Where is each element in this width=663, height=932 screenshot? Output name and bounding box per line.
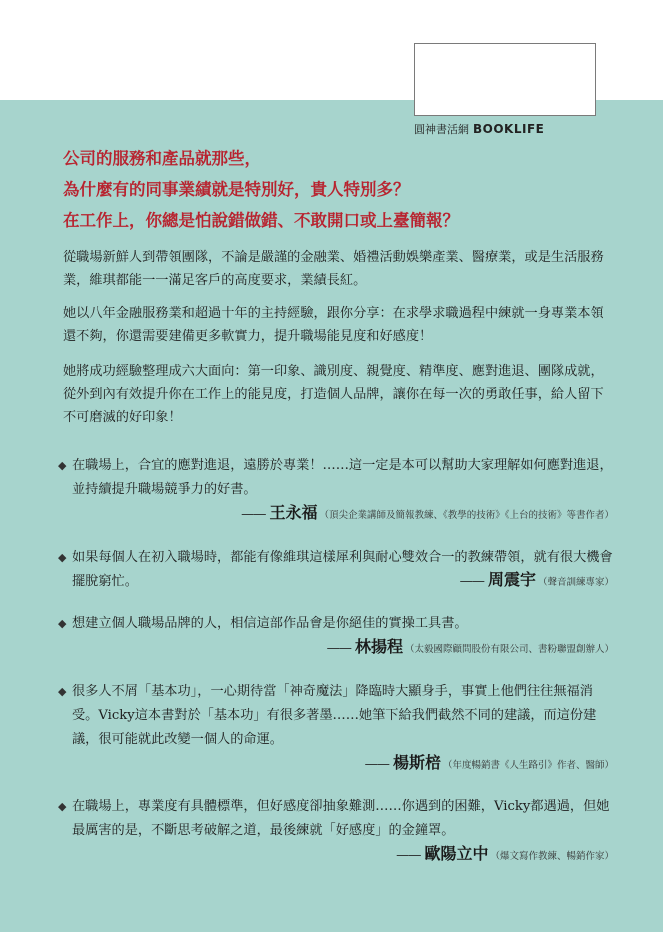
testimonial-text: 在職場上，合宜的應對進退，遠勝於專業！……這一定是本可以幫助大家理解如何應對進退，並持續提升職場競爭力的好書。 — [72, 458, 613, 497]
testimonial-text: 在職場上，專業度有具體標準，但好感度卻抽象難測……你遇到的困難，Vicky都遇過，但她最厲害的是，不斷思考破解之道，最後練就「好感度」的金鐘罩。 — [72, 799, 610, 838]
diamond-bullet-icon: ◆ — [58, 617, 67, 630]
author-dash: —— — [396, 848, 421, 863]
diamond-bullet-icon: ◆ — [58, 551, 67, 564]
intro-paragraph-3: 她將成功經驗整理成六大面向：第一印象、識別度、親覺度、精準度、應對進退、團隊成就，從外到內有效提升你在工作上的能見度，打造個人品牌，讓你在每一次的勇敢任事，給人留下不可磨滅的好印象！ — [63, 364, 604, 425]
testimonial-text-block — [58, 454, 614, 502]
author-dash: —— — [326, 641, 351, 656]
author-name: 歐陽立中 — [424, 844, 489, 863]
diamond-bullet-icon: ◆ — [58, 685, 67, 698]
author-dash: —— — [459, 574, 484, 589]
author-dash: —— — [241, 507, 266, 522]
testimonial — [58, 795, 614, 868]
testimonial-text-block — [58, 795, 614, 843]
testimonial-text: 想建立個人職場品牌的人，相信這部作品會是你絕佳的實操工具書。 — [72, 616, 468, 631]
testimonial — [58, 680, 614, 777]
testimonial-author — [58, 752, 614, 777]
testimonial-text: 很多人不屑「基本功」，一心期待當「神奇魔法」降臨時大顯身手，事實上他們往往無福消受。Vicky這本書對於「基本功」有很多著墨……她筆下給我們截然不同的建議，而這份建議，很可能就此改變一個人的命運。 — [72, 684, 597, 747]
headline-line: 在工作上，你總是怕說錯做錯、不敢開口或上臺簡報？ — [63, 211, 459, 230]
author-dash: —— — [364, 757, 389, 772]
testimonial-author — [58, 502, 614, 527]
intro-paragraph-2: 她以八年金融服務業和超過十年的主持經驗，跟你分享：在求學求職過程中練就一身專業本領還不夠，你還需要建備更多軟實力，提升職場能見度和好感度！ — [63, 306, 604, 344]
testimonial-author — [58, 636, 614, 661]
author-title: （爆文寫作教練、暢銷作家） — [490, 851, 614, 862]
author-name: 周震宇 — [487, 570, 536, 589]
author-title: （年度暢銷書《人生路引》作者、醫師） — [442, 760, 614, 771]
diamond-bullet-icon: ◆ — [58, 800, 67, 813]
author-title: （聲音訓練專家） — [537, 577, 614, 588]
testimonial-author — [58, 843, 614, 868]
publisher-logo — [414, 121, 614, 137]
headline-line: 公司的服務和產品就那些， — [63, 149, 261, 168]
testimonial-text-block — [58, 612, 614, 636]
publisher-name-cn: 圓神書活網 — [414, 123, 469, 136]
author-name: 王永福 — [269, 503, 318, 522]
author-name: 林揚程 — [354, 637, 403, 656]
publisher-name-en: BOOKLIFE — [473, 122, 545, 136]
testimonial-text-block — [58, 680, 614, 752]
author-name: 楊斯棓 — [392, 753, 441, 772]
barcode-placeholder — [414, 43, 596, 116]
headline-line: 為什麼有的同事業績就是特別好，貴人特別多？ — [63, 180, 410, 199]
author-title: （太毅國際顧問股份有限公司、書粉聯盟創辦人） — [404, 644, 614, 655]
testimonial — [58, 454, 614, 527]
testimonial — [58, 546, 614, 594]
testimonial-text: 如果每個人在初入職場時，都能有像維琪這樣犀利與耐心雙效合一的教練帶領，就有很大機會擺脫窮忙。 — [72, 550, 613, 589]
testimonial-author — [460, 569, 614, 594]
testimonial — [58, 612, 614, 661]
intro-paragraph-1: 從職場新鮮人到帶領團隊，不論是嚴謹的金融業、婚禮活動娛樂產業、醫療業，或是生活服務業，維琪都能一一滿足客戶的高度要求，業績長紅。 — [63, 250, 604, 288]
diamond-bullet-icon: ◆ — [58, 459, 67, 472]
headline — [63, 143, 623, 236]
author-title: （頂尖企業講師及簡報教練、《教學的技術》《上台的技術》等書作者） — [319, 510, 614, 521]
